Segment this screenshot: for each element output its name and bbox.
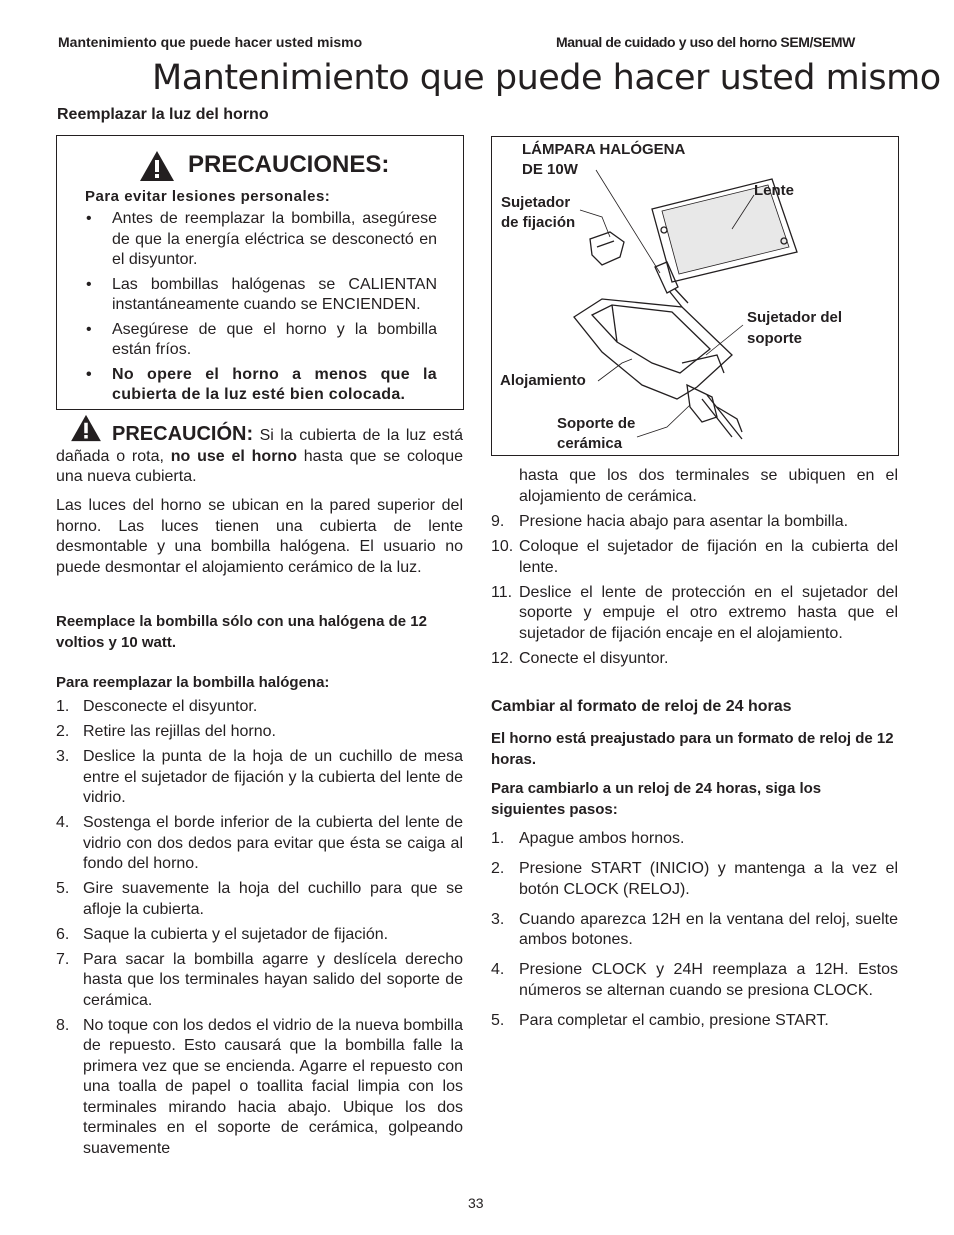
step-text: Para completar el cambio, presione START. <box>519 1011 829 1029</box>
step-text: Deslice la punta de la hoja de un cuchillo de mesa entre el sujetador de fijación y la cubierta del lente de vidrio. <box>83 748 463 806</box>
caution-text: Si la cubierta de la luz está dañada o rota, <box>56 427 463 465</box>
step-number: 11. <box>491 583 513 601</box>
clock-preset-note: El horno está preajustado para un formato de reloj de 12 horas. <box>491 730 894 768</box>
replacement-steps-left <box>56 697 463 1164</box>
step-number: 5. <box>491 1011 505 1029</box>
step-number: 10. <box>491 538 514 555</box>
figure-label-lens: Lente <box>754 182 795 199</box>
step-item <box>491 1011 898 1032</box>
step-number: 1. <box>491 830 505 847</box>
caution-bold: no use el horno <box>170 447 297 465</box>
step-number: 7. <box>56 950 70 968</box>
step-number: 4. <box>56 814 70 831</box>
step-text: Presione START (INICIO) y mantenga a la vez el botón CLOCK (RELOJ). <box>519 860 898 898</box>
step-text: Presione CLOCK y 24H reemplaza a 12H. Estos números se alternan cuando se presiona CLOCK. <box>519 961 898 999</box>
step-text: Coloque el sujetador de fijación en la cubierta del lente. <box>519 538 898 576</box>
step-number: 12. <box>491 649 514 667</box>
caution-heading: PRECAUCIÓN: <box>112 423 254 445</box>
precaution-item: • No opere el horno a menos que la cubierta de la luz esté bien colocada. <box>84 365 437 406</box>
step-item <box>56 925 463 946</box>
figure-label-housing: Alojamiento <box>500 372 586 389</box>
replacement-note: Reemplace la bombilla sólo con una halógena de 12 voltios y 10 watt. <box>56 613 427 651</box>
figure-label-socket-2: cerámica <box>557 435 623 452</box>
replace-heading: Para reemplazar la bombilla halógena: <box>56 674 330 691</box>
step-text: Retire las rejillas del horno. <box>83 723 276 740</box>
step-text: Apague ambos hornos. <box>519 830 685 847</box>
light-assembly-diagram <box>492 137 898 455</box>
precautions-heading: PRECAUCIONES: <box>188 151 390 178</box>
clock-section-heading: Cambiar al formato de reloj de 24 horas <box>491 698 792 715</box>
step-text: Presione hacia abajo para asentar la bombilla. <box>519 513 849 530</box>
step-number: 5. <box>56 880 70 897</box>
step-item <box>491 859 898 900</box>
step-item <box>491 829 898 850</box>
step-number: 2. <box>56 723 70 740</box>
step-item <box>491 512 898 533</box>
step-item <box>56 1016 463 1160</box>
light-assembly-figure <box>491 136 899 456</box>
step-text: Para sacar la bombilla agarre y deslícela derecho hasta que los terminales hayan salido del soporte de cerámica. <box>83 950 463 1009</box>
figure-label-bracket-2: soporte <box>747 330 803 347</box>
step-number: 8. <box>56 1016 70 1034</box>
clock-intro: Para cambiarlo a un reloj de 24 horas, siga los siguientes pasos: <box>491 780 822 818</box>
step-text: No toque con los dedos el vidrio de la nueva bombilla de repuesto. Esto causará que la bombilla falle la primera vez que se encienda. Agarre el repuesto con una toalla de papel o toallita facial limpia con los terminales mirando hacia abajo. Ubique los dos terminales en el soporte de cerámica, golpeando suavemente <box>83 1016 463 1157</box>
section-heading-oven-light: Reemplazar la luz del horno <box>57 106 269 123</box>
step-item <box>491 910 898 951</box>
step-number: 4. <box>491 961 505 978</box>
figure-label-bracket: Sujetador del <box>747 309 843 326</box>
step-text: Conecte el disyuntor. <box>519 649 669 667</box>
step-item <box>56 879 463 920</box>
step-item <box>491 960 898 1001</box>
step-number: 9. <box>491 513 505 530</box>
step-item <box>56 722 463 743</box>
caution-paragraph <box>56 424 463 488</box>
clock-steps <box>491 829 898 1041</box>
intro-paragraph: Las luces del horno se ubican en la pared superior del horno. Las luces tienen una cubierta de lente desmontable y una bombilla halógena. El usuario no puede desmontar el alojamiento cerámico de la luz. <box>56 497 463 576</box>
step-number: 3. <box>56 748 70 765</box>
precautions-list <box>84 209 437 410</box>
step-number: 3. <box>491 910 505 928</box>
step-item <box>56 950 463 1012</box>
step-text: Gire suavemente la hoja del cuchillo para que se afloje la cubierta. <box>83 880 463 918</box>
precaution-item: • Asegúrese de que el horno y la bombilla están fríos. <box>84 320 437 361</box>
step-text: Deslice el lente de protección en el sujetador del soporte y empuje el otro extremo hasta que el sujetador de fijación encaje en el alojamiento. <box>519 583 898 642</box>
step-number: 1. <box>56 698 70 715</box>
precaution-item: • Antes de reemplazar la bombilla, asegúrese de que la energía eléctrica se desconectó en el disyuntor. <box>84 209 437 271</box>
page-number: 33 <box>468 1195 484 1211</box>
step-item <box>56 813 463 875</box>
caution-text-end: hasta que se coloque una nueva cubierta. <box>56 447 463 485</box>
step-item <box>56 747 463 809</box>
step-item <box>56 697 463 718</box>
step-text: Cuando aparezca 12H en la ventana del reloj, suelte ambos botones. <box>519 910 898 948</box>
page-title: Mantenimiento que puede hacer usted mismo <box>152 58 941 98</box>
step8-continuation: hasta que los dos terminales se ubiquen en el alojamiento de cerámica. <box>519 467 898 505</box>
running-header-left: Mantenimiento que puede hacer usted mismo <box>58 34 363 50</box>
warning-triangle-icon <box>139 150 175 182</box>
figure-label-lamp: LÁMPARA HALÓGENA <box>522 141 686 158</box>
figure-label-clip: Sujetador <box>501 194 571 211</box>
precaution-item: • Las bombillas halógenas se CALIENTAN instantáneamente cuando se ENCIENDEN. <box>84 275 437 316</box>
figure-label-lamp-2: DE 10W <box>522 161 578 178</box>
step-item <box>491 649 898 670</box>
precautions-box <box>56 135 464 410</box>
figure-label-socket: Soporte de <box>557 415 636 432</box>
precautions-intro: Para evitar lesiones personales: <box>85 188 331 205</box>
step-text: Saque la cubierta y el sujetador de fijación. <box>83 925 389 943</box>
running-header-right: Manual de cuidado y uso del horno SEM/SEMW <box>556 34 856 50</box>
step-item <box>491 583 898 645</box>
step-text: Sostenga el borde inferior de la cubierta del lente de vidrio con dos dedos para evitar que ésta se caiga al fondo del horno. <box>83 814 463 872</box>
replacement-steps-right <box>491 512 898 674</box>
step-text: Desconecte el disyuntor. <box>83 698 258 715</box>
step-number: 6. <box>56 925 70 943</box>
step-number: 2. <box>491 860 505 877</box>
step-item <box>491 537 898 578</box>
figure-label-clip-2: de fijación <box>501 214 576 231</box>
